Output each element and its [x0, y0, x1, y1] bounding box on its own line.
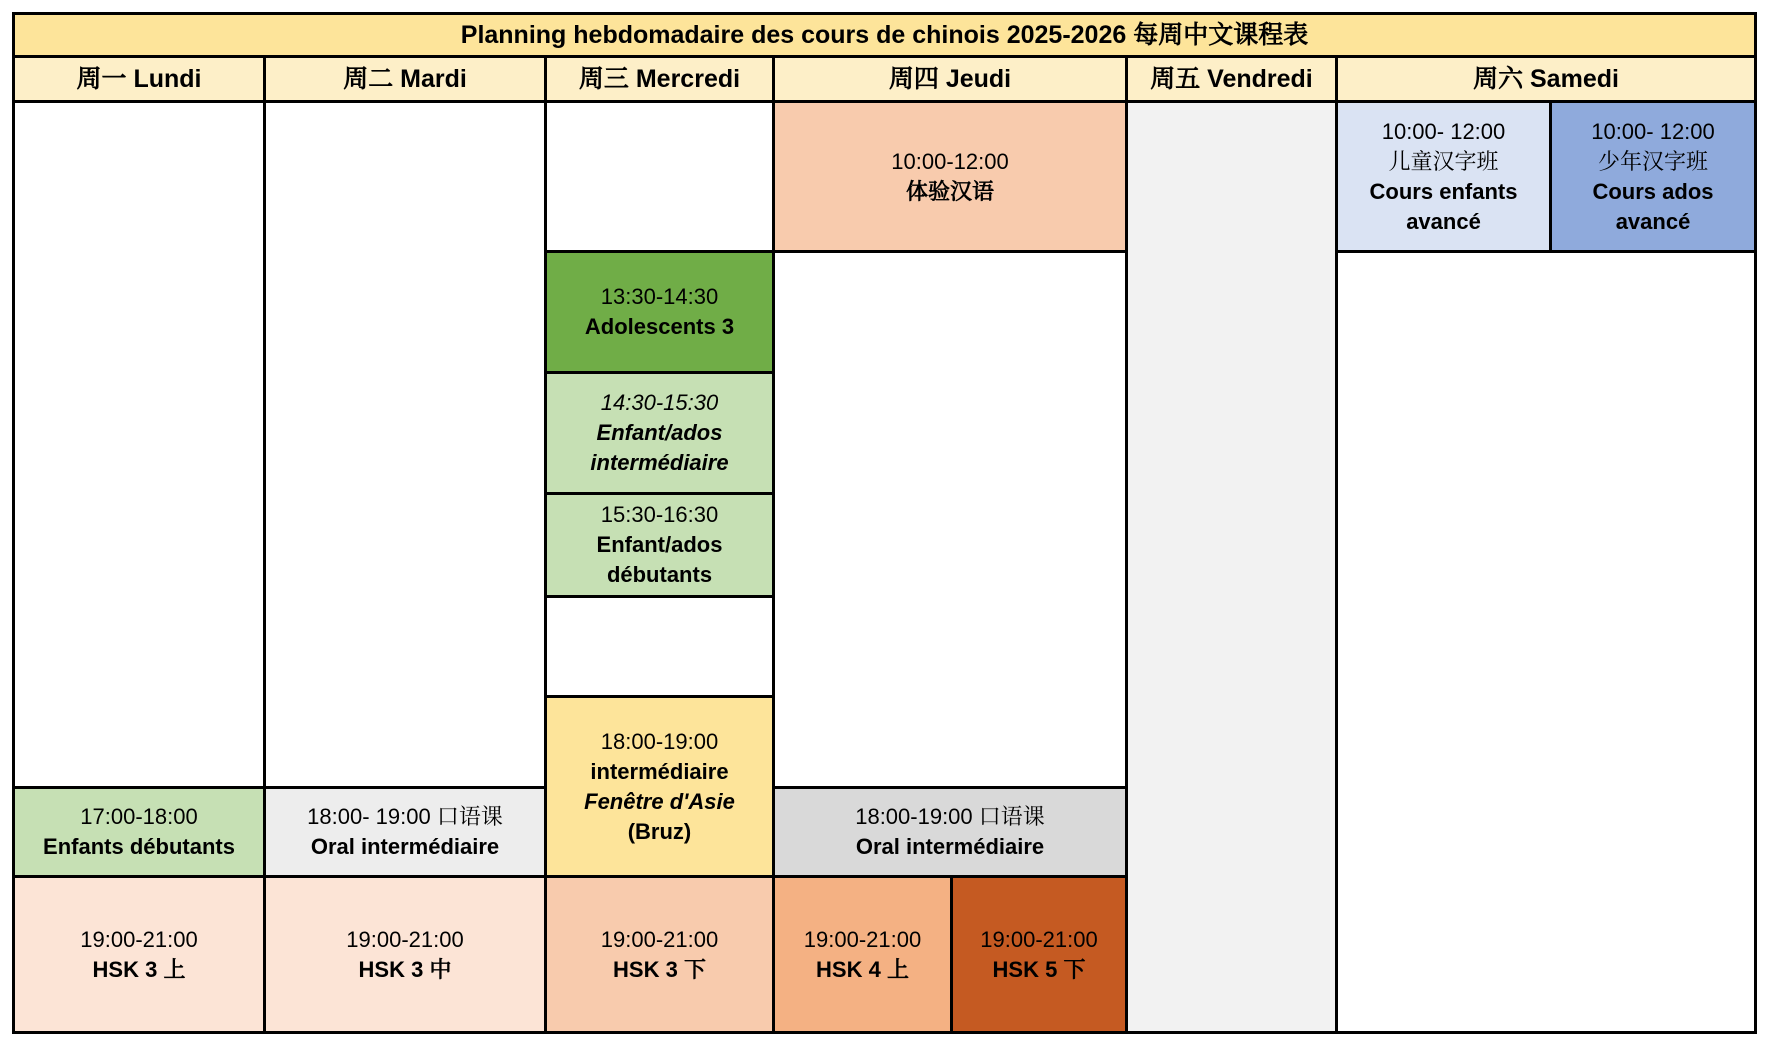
course-name-line1: Enfant/ados	[596, 532, 723, 557]
course-name: 体验汉语	[905, 178, 994, 204]
course-name: HSK 3 上	[92, 956, 186, 982]
course-saturday-1000-enfants	[1335, 100, 1552, 253]
wednesday-empty-slot-afternoon	[544, 595, 775, 698]
course-name: HSK 3 中	[358, 956, 452, 982]
course-name-line2: avancé	[1406, 208, 1481, 234]
course-name-line1: Cours enfants	[1369, 178, 1518, 204]
course-wednesday-1330	[544, 250, 775, 374]
header-monday-label: 周一 Lundi	[76, 65, 202, 93]
course-chinese-name: 少年汉字班	[1597, 148, 1708, 174]
saturday-empty-slot	[1335, 250, 1757, 1034]
course-time: 19:00-21:00	[80, 926, 198, 952]
course-thursday-1900-hsk4	[772, 875, 953, 1034]
course-saturday-1000-ados	[1549, 100, 1757, 253]
course-wednesday-1530	[544, 492, 775, 598]
course-name-line2: débutants	[606, 562, 713, 587]
course-name: Oral intermédiaire	[855, 834, 1045, 859]
course-wednesday-1430	[544, 371, 775, 495]
course-name-line1: Enfant/ados	[596, 420, 723, 445]
course-time: 19:00-21:00	[980, 926, 1098, 952]
course-monday-1700	[12, 786, 266, 878]
course-name: HSK 5 下	[992, 956, 1086, 982]
course-place: Fenêtre d'Asie	[584, 788, 735, 814]
friday-empty-column	[1125, 100, 1338, 1034]
course-time: 18:00-19:00	[600, 728, 719, 754]
course-name: Adolescents 3	[584, 314, 735, 339]
course-time: 19:00-21:00	[346, 926, 464, 952]
wednesday-empty-slot-morning	[544, 100, 775, 253]
course-city: (Bruz)	[627, 818, 692, 844]
course-time: 10:00- 12:00	[1591, 118, 1715, 144]
tuesday-empty-slot	[263, 100, 547, 789]
thursday-empty-slot	[772, 250, 1128, 789]
course-name: HSK 4 上	[816, 956, 909, 982]
course-time: 17:00-18:00	[80, 804, 198, 829]
header-wednesday	[544, 55, 775, 103]
header-saturday-label: 周六 Samedi	[1473, 65, 1619, 93]
course-tuesday-1800	[263, 786, 547, 878]
header-thursday	[772, 55, 1128, 103]
course-time: 14:30-15:30	[600, 390, 719, 415]
course-time: 19:00-21:00	[803, 926, 922, 952]
course-time: 19:00-21:00	[600, 926, 719, 952]
course-time: 10:00-12:00	[891, 148, 1009, 174]
schedule-title	[12, 12, 1757, 58]
course-time: 13:30-14:30	[600, 284, 719, 309]
course-thursday-1000	[772, 100, 1128, 253]
header-tuesday	[263, 55, 547, 103]
header-tuesday-label: 周二 Mardi	[343, 65, 467, 93]
course-chinese-name: 儿童汉字班	[1388, 148, 1499, 174]
course-time: 18:00-19:00 口语课	[855, 804, 1045, 829]
course-wednesday-1900	[544, 875, 775, 1034]
header-friday	[1125, 55, 1338, 103]
header-saturday	[1335, 55, 1757, 103]
course-name-line1: Cours ados	[1592, 178, 1714, 204]
header-wednesday-label: 周三 Mercredi	[578, 65, 741, 93]
course-name: Oral intermédiaire	[310, 834, 500, 859]
course-time: 18:00- 19:00 口语课	[307, 804, 503, 829]
course-name-line2: avancé	[1615, 208, 1691, 234]
course-level: intermédiaire	[590, 758, 729, 784]
course-time: 10:00- 12:00	[1381, 118, 1506, 144]
course-thursday-1800	[772, 786, 1128, 878]
header-friday-label: 周五 Vendredi	[1150, 65, 1313, 93]
course-time: 15:30-16:30	[600, 502, 719, 527]
course-name-line2: intermédiaire	[590, 450, 729, 475]
course-wednesday-1800	[544, 695, 775, 878]
course-name: HSK 3 下	[613, 956, 706, 982]
course-tuesday-1900	[263, 875, 547, 1034]
schedule-title-text: Planning hebdomadaire des cours de chinois 2025-2026 每周中文课程表	[460, 21, 1309, 49]
header-monday	[12, 55, 266, 103]
header-thursday-label: 周四 Jeudi	[888, 65, 1012, 93]
course-thursday-1900-hsk5	[950, 875, 1128, 1034]
course-monday-1900	[12, 875, 266, 1034]
course-name: Enfants débutants	[43, 834, 235, 859]
monday-empty-slot	[12, 100, 266, 789]
